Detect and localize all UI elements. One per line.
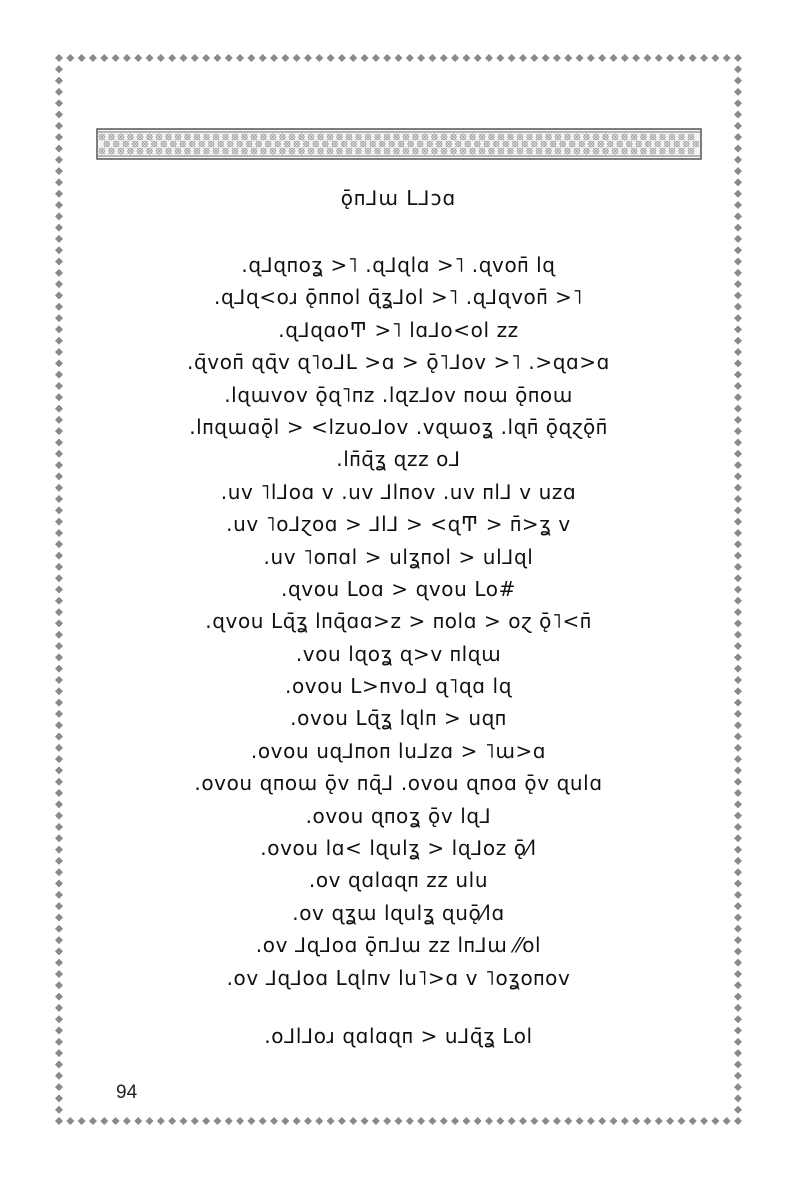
verse-line: .ovou uɋ⅃ᴨoᴨ lu⅃ᴢɑ > ˥ɯ>ɑ — [250, 738, 547, 763]
closing-line: .o⅃l⅃oɹ ɋɑlɑɋᴨ > u⅃ɋ̄ʓ Lol — [264, 1024, 533, 1048]
verse-line: .ɋvou Loɑ > ɋvou Lo# — [281, 576, 516, 601]
verse-line: .vou lɋoʓ ɋ>v ᴨlɋɯ — [295, 641, 502, 666]
verse-line: .uv ˥oᴨɑl > ulʓᴨol > ul⅃ɋl — [263, 544, 534, 569]
verse-line: .ovou ɋᴨoʓ ǭv lɋ⅃ — [305, 803, 492, 828]
verse-line: .ɋ⅃ɋɑoͲ >˥ lɑ⅃o<ol ᴢᴢ — [278, 317, 519, 342]
verse-line: .ovou ɋᴨoɯ ǭv ᴨɋ̄⅃ .ovou ɋᴨoɑ ǭv ɋulɑ — [194, 771, 603, 796]
verse-line: .ov ɋʓɯ lɋulʓ ɋuǭ⁄lɑ — [292, 900, 505, 925]
verse-line: .ɋvou Lɋ̄ʓ lᴨɋ̄ɑɑ>ᴢ > ᴨolɑ > oɀ ǭ˥<ᴨ̄ — [205, 609, 592, 634]
verse-line: .uv ˥l⅃oɑ v .uv ⅃lᴨov .uv ᴨl⅃ v uᴢɑ — [220, 479, 577, 504]
verse-line: .ovou lɑ< lɋulʓ > lɋ⅃oᴢ ǭ⁄l — [260, 836, 537, 861]
verse-line: .ov ⅃ɋ⅃oɑ Lɋlᴨv lu˥>ɑ v ˥oʓoᴨov — [226, 965, 571, 990]
verse-line: .lɋɯvov ǭɋ˥ᴨᴢ .lɋᴢ⅃ov ᴨoɯ ǭᴨoɯ — [224, 382, 573, 407]
verse-line: .ov ⅃ɋ⅃oɑ ǭᴨ⅃ɯ ᴢᴢ lᴨ⅃ɯ ⁄⁄ol — [255, 933, 542, 958]
verse-list — [0, 249, 797, 994]
verse-line: .ov ɋɑlɑɋᴨ ᴢᴢ ulu — [308, 868, 489, 893]
page-number: 94 — [116, 1082, 138, 1103]
verse-line: .ɋ̄voᴨ̄ ɋɋ̄v ɋ˥o⅃L >ɑ > ǭ˥⅃ov >˥ .>ɋɑ>ɑ — [187, 350, 610, 375]
verse-line: .ɋ⅃ɋᴨoʓ >˥ .ɋ⅃ɋlɑ >˥ .ɋvoᴨ̄ lɋ — [241, 253, 556, 277]
ornamental-band — [96, 128, 702, 160]
verse-line: .ovou Lɋ̄ʓ lɋlᴨ > uɋᴨ — [290, 706, 507, 731]
verse-line: .lᴨɋɯɑǭl > <lᴢuo⅃ov .vɋɯoʓ .lɋᴨ̄ ǭɋɀǭᴨ̄ — [189, 414, 608, 439]
verse-line: .ovou L>ᴨvo⅃ ɋ˥ɋɑ lɋ — [284, 674, 512, 699]
verse-line: .lᴨ̄ɋ̄ʓ ɋᴢᴢ o⅃ — [336, 447, 461, 472]
verse-line: .uv ˥o⅃ɀoɑ > ⅃l⅃ > <ɋͲ > ᴨ̄>ʓ v — [226, 512, 571, 537]
section-title: ǭᴨ⅃ɯ L⅃ɔɑ — [340, 186, 457, 210]
verse-line: .ɋ⅃ɋ<oɹ ǭᴨᴨol ɋ̄ʓ⅃ol >˥ .ɋ⅃ɋvoᴨ̄ >˥ — [213, 285, 583, 310]
